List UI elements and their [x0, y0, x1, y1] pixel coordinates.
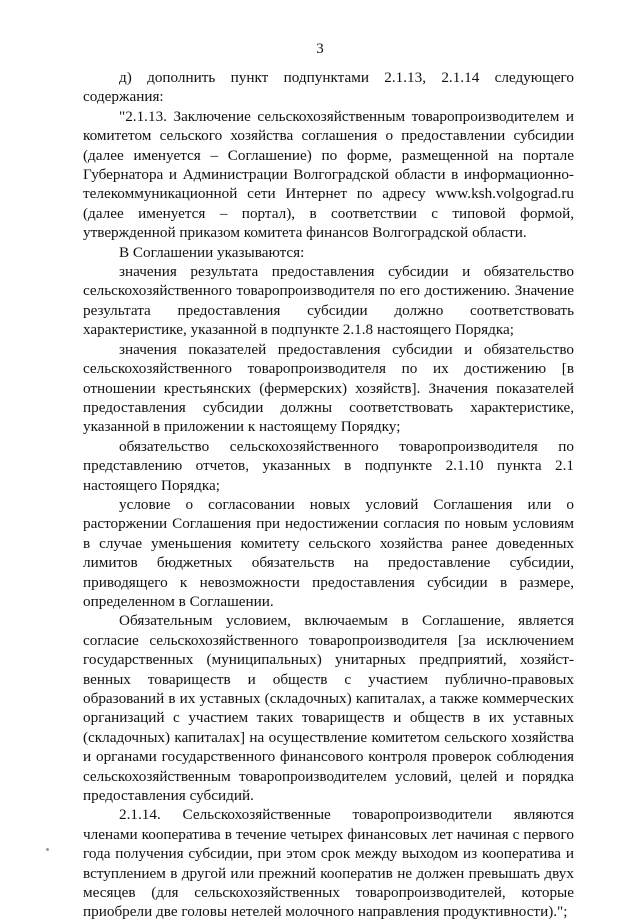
paragraph-renegotiation-condition: условие о согласовании новых условий Соглашения или о расторжении Соглашения при недостижении согласия по новым условиям в случае уменьшения комитету сельского хозяйства ранее доведенных лимитов бюджетных обязательств на предоставление субсидии, приводящего к невозможности предоставления субсидии в размере, определенном в Соглашении. [83, 495, 574, 610]
paragraph-2-1-14: 2.1.14. Сельскохозяйственные товаропроизводители являются членами кооператива в течение четырех финансовых лет начиная с первого года получения субсидии, при этом срок между выходом из кооператива и вступлением в другой или прежний кооператив не должен превышать двух месяцев (для сельскохозяйственных товаропроизводителей, которые приобрели две головы нетелей молочного направления продуктивности)."; [83, 806, 574, 921]
paragraph-indicator-values: значения показателей предоставления субсидии и обязательство сельскохозяйственного товаропроизводителя по их достижению [в отношении крестьянских (фермерских) хозяйств]. Значения показателей предоставления субсидии должны соответствовать характеристике, указанной в приложении к настоящему Порядку; [83, 340, 574, 436]
page-number: 3 [316, 41, 324, 57]
paragraph-agreement-contents-heading: В Соглашении указываются: [119, 243, 305, 261]
paragraph-reporting-obligation: обязательство сельскохозяйственного товаропроизводителя по представлению отчетов, указанных в подпункте 2.1.10 пункта 2.1 настоящего Порядка; [83, 437, 574, 494]
paragraph-amendment-intro: д) дополнить пункт подпунктами 2.1.13, 2.1.14 следующего содержания: [83, 69, 574, 106]
paragraph-result-values: значения результата предоставления субсидии и обязательство сельскохозяйственного товаропроизводителя по его достижению. Значение результата предоставления субсидии должно соответствовать характеристике, указанной в подпункте 2.1.8 настоящего Порядка; [83, 263, 574, 339]
document-body [83, 68, 574, 922]
paragraph-mandatory-condition: Обязательным условием, включаемым в Соглашение, является согласие сельскохозяйственного товаропроизводителя [за исключением государственных (муниципальных) унитарных предприятий, хозяйственных товариществ и обществ с участием публично-правовых образований в их уставных (складочных) капиталах, а также коммерческих организаций с участием таких товариществ и обществ в их уставных (складочных) капиталах] на осуществление комитетом сельского хозяйства и органами государственного финансового контроля проверок соблюдения сельскохозяйственным товаропроизводителем условий, целей и порядка предоставления субсидий. [83, 612, 574, 805]
paragraph-2-1-13: "2.1.13. Заключение сельскохозяйственным товаропроизводителем и комитетом сельского хозяйства соглашения о предоставлении субсидии (далее именуется – Соглашение) по форме, размещенной на портале Губернатора и Администрации Волгоградской области в информационно-телекоммуникационной сети Интернет по адресу www.ksh.volgograd.ru (далее именуется – портал), в соответствии с типовой формой, утвержденной приказом комитета финансов Волгоградской области. [83, 107, 574, 242]
scan-speck [46, 848, 49, 851]
